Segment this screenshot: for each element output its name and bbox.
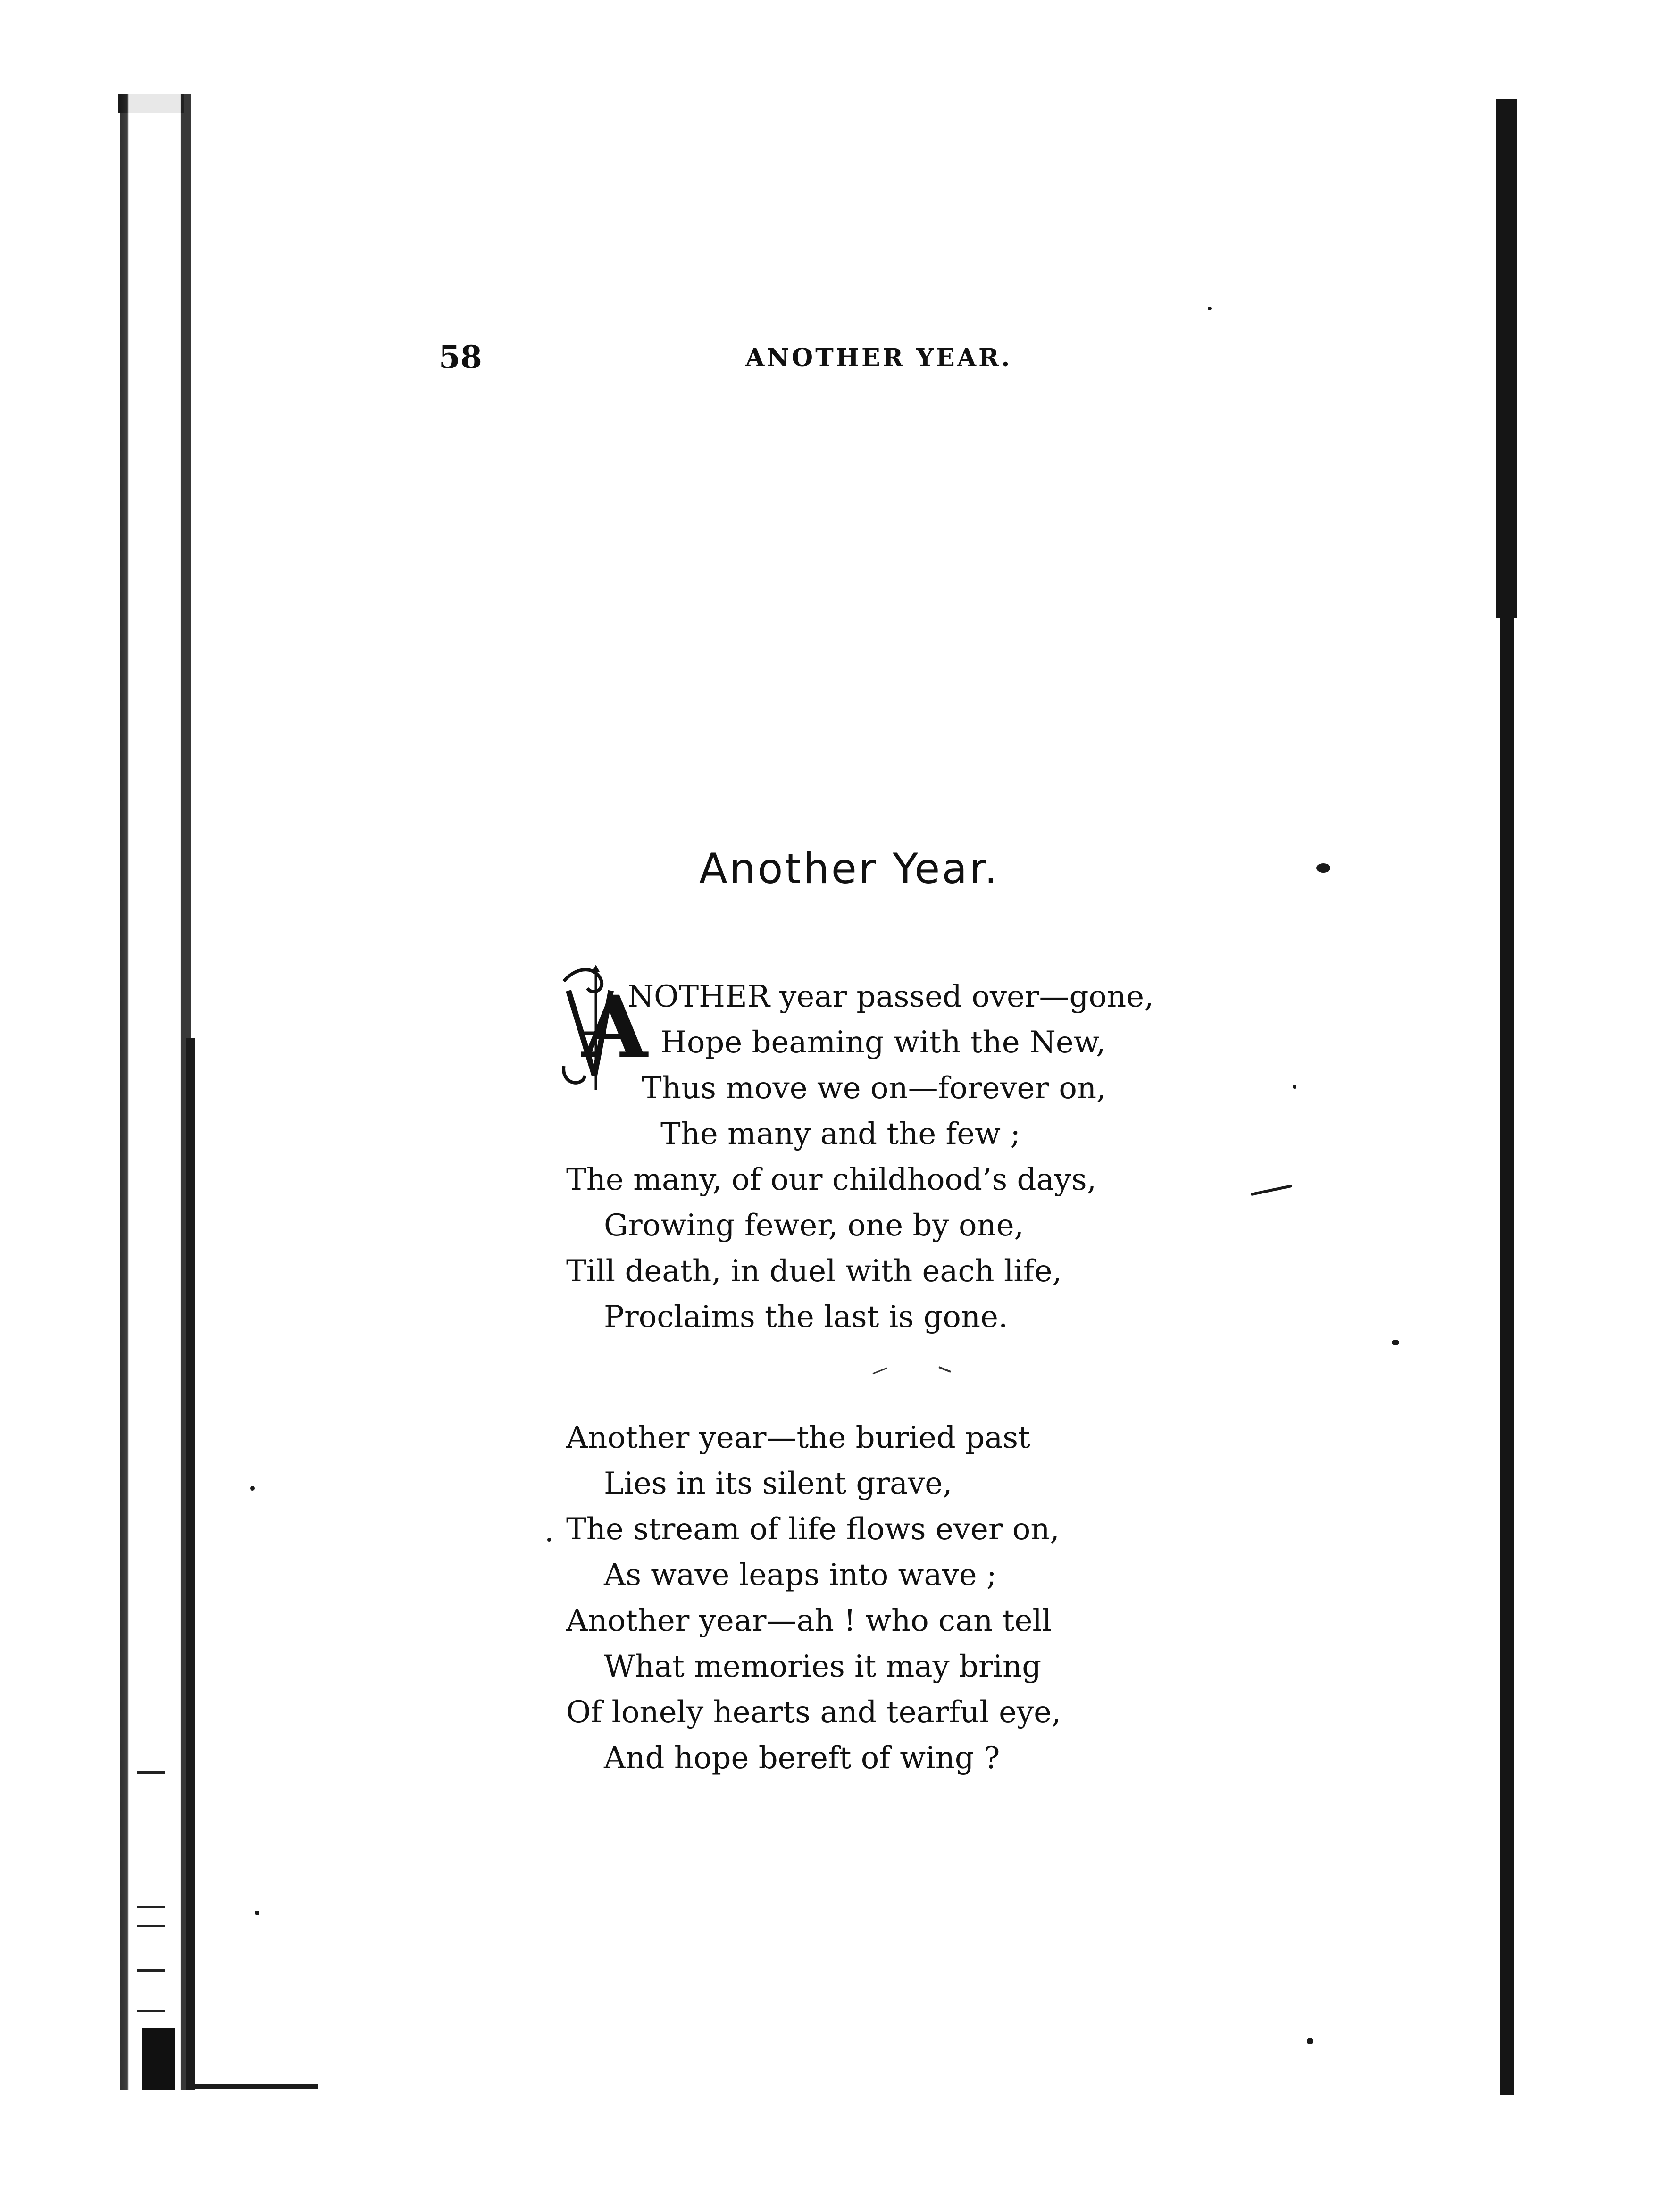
poem-line: Growing fewer, one by one, <box>604 1208 1024 1243</box>
poem-line: As wave leaps into wave ; <box>604 1558 997 1593</box>
stanza-1 <box>566 974 1297 1340</box>
dropcap-letter: A <box>582 977 648 1077</box>
poem-line: Thus move we on—forever on, <box>642 1071 1106 1106</box>
ink-speck <box>1392 1340 1399 1345</box>
scan-tick <box>137 1771 165 1774</box>
scan-tick <box>137 2010 165 2012</box>
ink-speck <box>1307 2038 1313 2044</box>
poem-line: NOTHER year passed over—gone, <box>627 979 1154 1014</box>
poem-line: The many and the few ; <box>660 1117 1020 1152</box>
poem-line: Another year—ah ! who can tell <box>566 1603 1052 1638</box>
scan-rule-left <box>186 1038 195 2090</box>
scan-rule-right-top <box>1496 99 1517 618</box>
running-title: ANOTHER YEAR. <box>745 343 1012 372</box>
page-number: 58 <box>439 339 482 376</box>
poem-line: The stream of life flows ever on, <box>566 1512 1060 1547</box>
poem-line: Another year—the buried past <box>566 1420 1030 1455</box>
ink-speck <box>255 1911 259 1915</box>
poem-line: And hope bereft of wing ? <box>604 1741 1000 1776</box>
scan-tick <box>137 1925 165 1927</box>
stanza-2 <box>566 1415 1297 1781</box>
poem-line: What memories it may bring <box>604 1649 1042 1684</box>
poem-line: Of lonely hearts and tearful eye, <box>566 1695 1061 1730</box>
ink-speck <box>547 1538 551 1542</box>
scan-block-left <box>142 2028 175 2090</box>
poem-line: The many, of our childhood’s days, <box>566 1162 1096 1197</box>
scan-rule-bottom <box>186 2084 318 2089</box>
running-head <box>439 339 1052 381</box>
scan-tick <box>137 1969 165 1972</box>
ink-speck <box>1208 307 1212 310</box>
poem-line: Proclaims the last is gone. <box>604 1300 1008 1335</box>
poem-line: Hope beaming with the New, <box>660 1025 1106 1060</box>
poem-line: Lies in its silent grave, <box>604 1466 953 1501</box>
scan-binding-left <box>120 94 191 2090</box>
scan-tick <box>137 1906 165 1908</box>
poem-title: Another Year. <box>699 844 1000 893</box>
poem-line: Till death, in duel with each life, <box>566 1254 1062 1289</box>
stanza-break-ornament-icon <box>868 1363 962 1377</box>
ink-speck <box>1316 863 1330 873</box>
ink-speck <box>250 1486 255 1491</box>
